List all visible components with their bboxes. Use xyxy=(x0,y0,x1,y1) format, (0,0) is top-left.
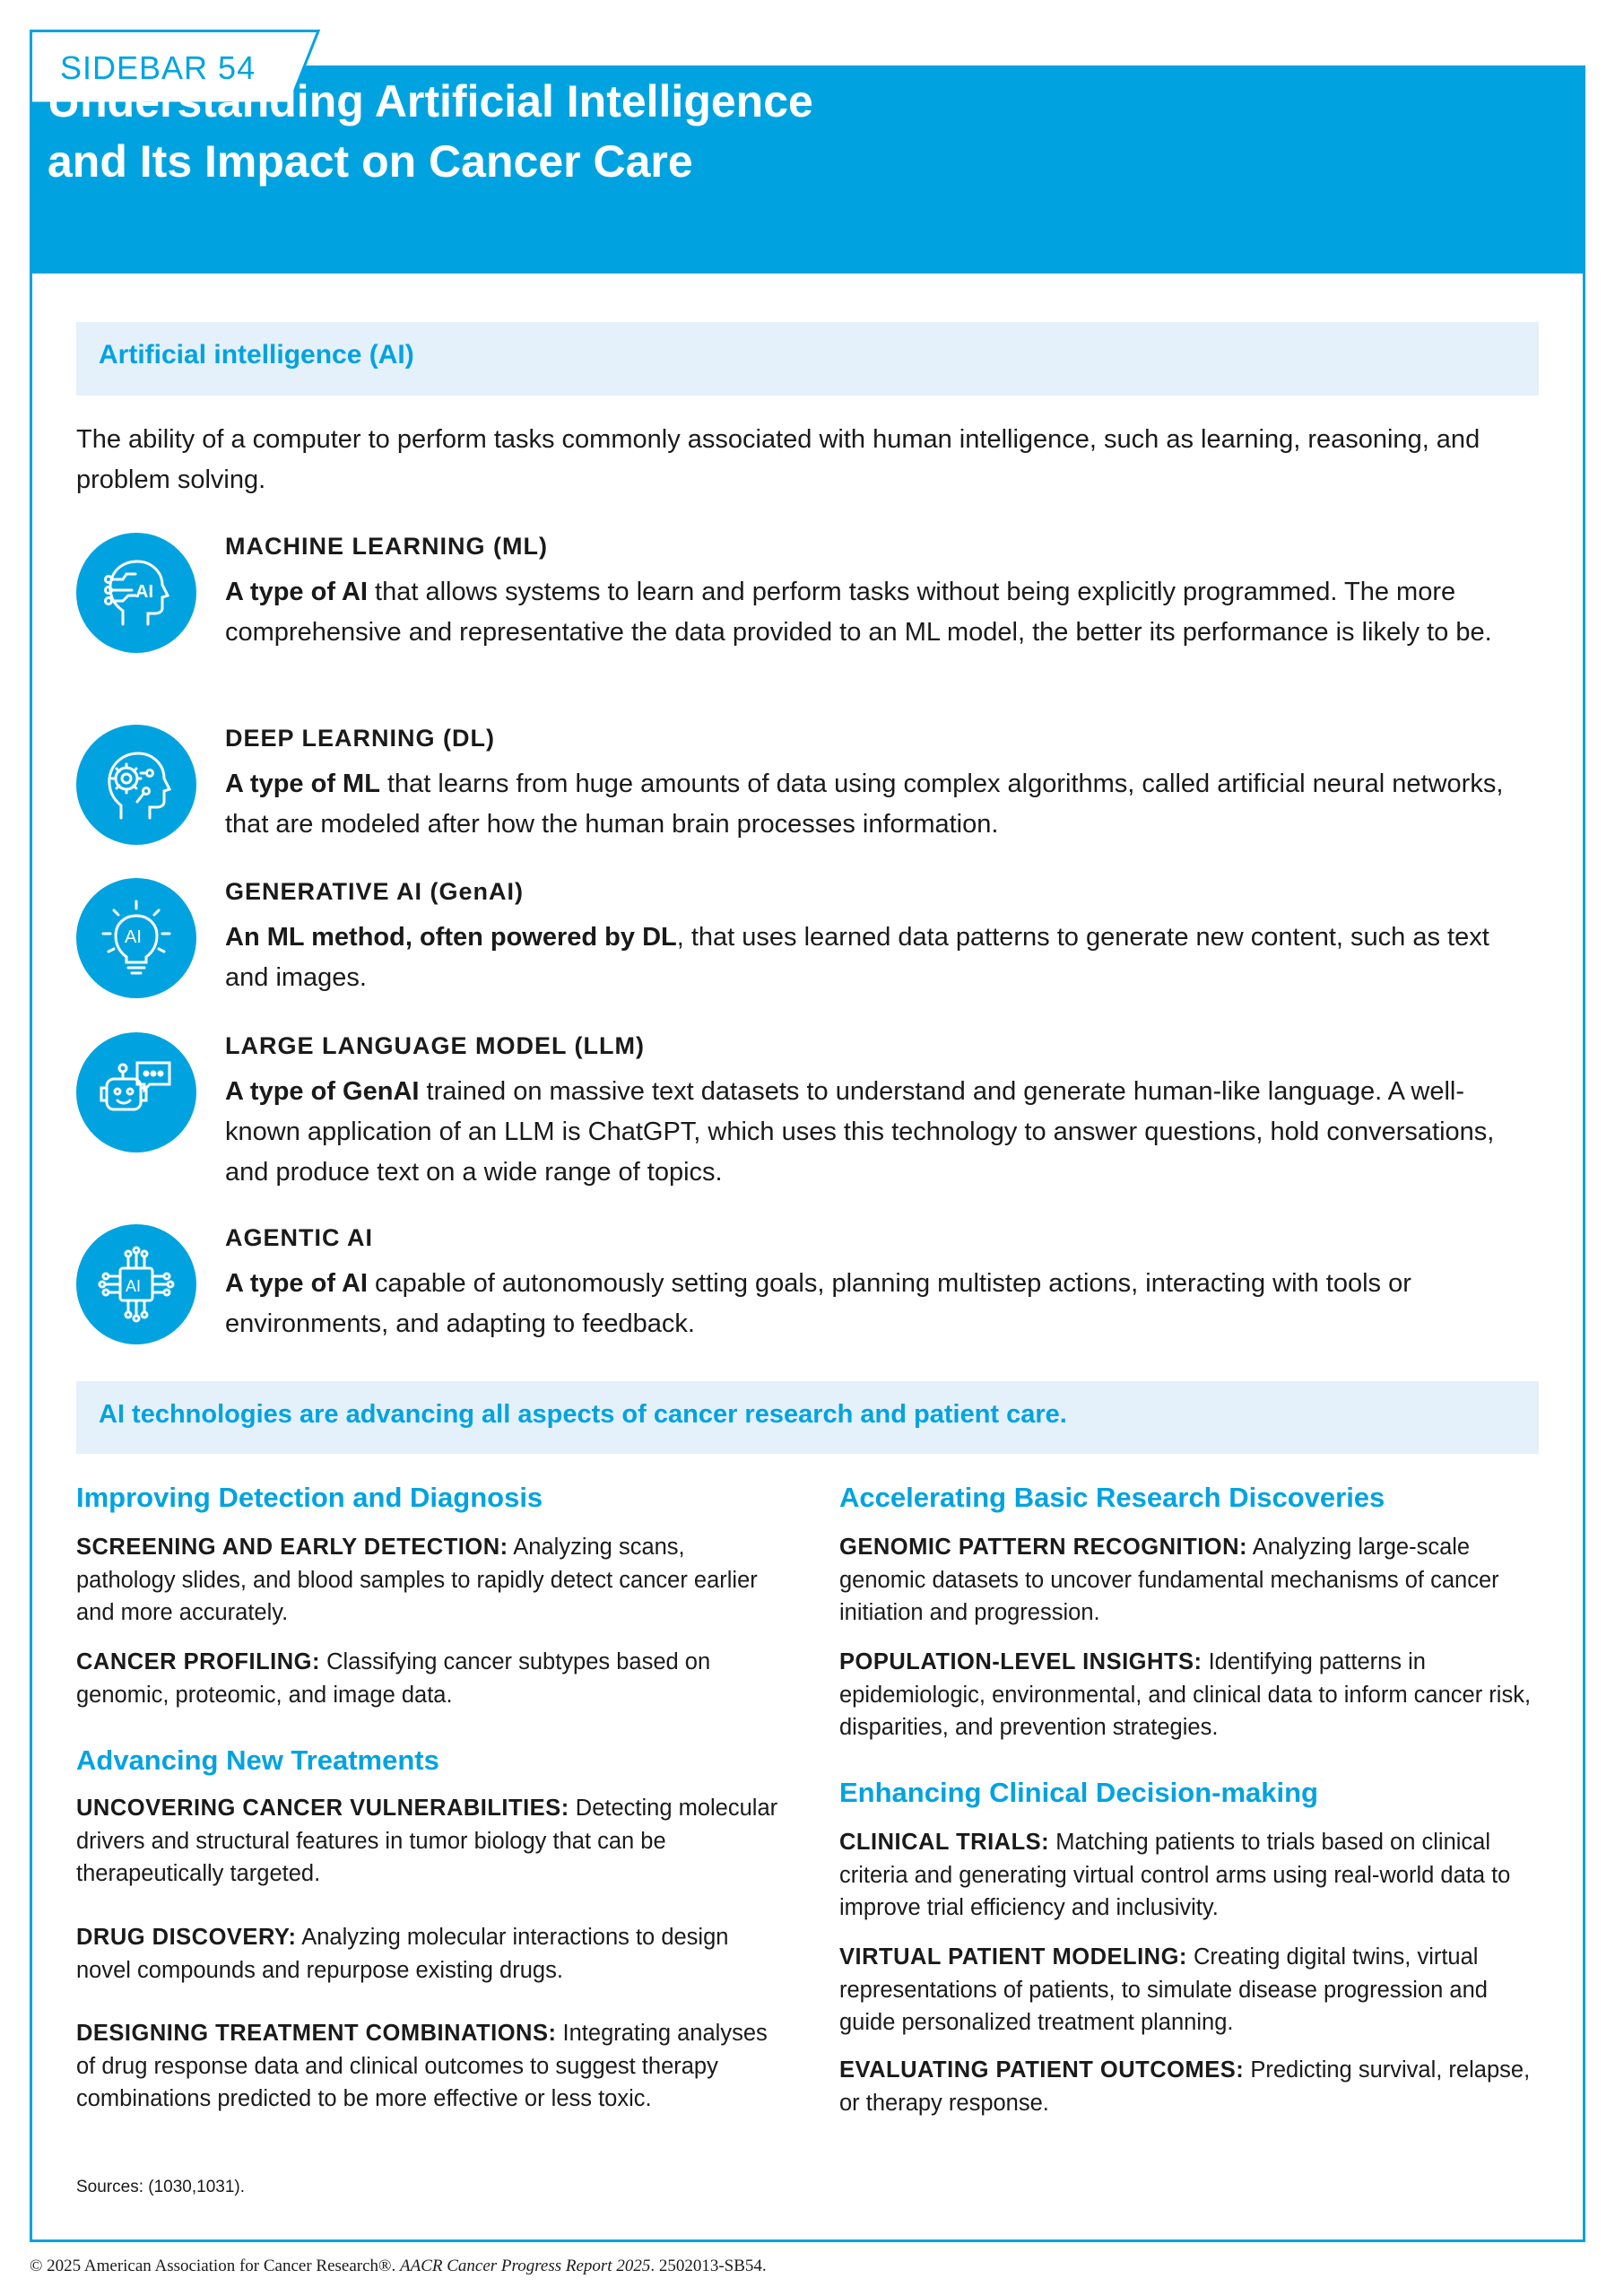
item-key: EVALUATING PATIENT OUTCOMES: xyxy=(839,2057,1245,2083)
list-item xyxy=(76,1792,785,1891)
ai-heading-band xyxy=(76,322,1539,396)
term-title: DEEP LEARNING (DL) xyxy=(225,725,496,752)
head-gear-icon xyxy=(76,725,196,845)
item-text: Classifying cancer subtypes based on genomic, proteomic, and image data. xyxy=(76,1649,711,1708)
item-key: DRUG DISCOVERY: xyxy=(76,1925,297,1950)
term-lead: A type of AI xyxy=(225,578,368,606)
title-line-1: Understanding Artificial Intelligence xyxy=(48,76,813,126)
term-text: , that uses learned data patterns to generate new content, such as text and images. xyxy=(225,923,1489,992)
term-text: trained on massive text datasets to understand and generate human-like language. A well-known application of an LLM is ChatGPT, which uses this technology to answer questions, hold conversations, and produce text on a wide range of topics. xyxy=(225,1077,1495,1187)
term-agentic-ai xyxy=(76,1224,1547,1404)
term-machine-learning xyxy=(76,533,1547,712)
term-deep-learning xyxy=(76,725,1547,904)
item-key: SCREENING AND EARLY DETECTION: xyxy=(76,1535,508,1560)
sources-note: Sources: (1030,1031). xyxy=(76,2178,246,2196)
svg-text:AI: AI xyxy=(135,582,153,602)
list-item xyxy=(76,1646,785,1711)
section-heading-clinical: Enhancing Clinical Decision-making xyxy=(839,1777,1318,1808)
item-text: Integrating analyses of drug response data and clinical outcomes to suggest therapy combinations predicted to be more effective or less toxic. xyxy=(76,2021,768,2111)
list-item xyxy=(76,1531,785,1630)
term-generative-ai xyxy=(76,878,1547,1057)
svg-text:AI: AI xyxy=(125,927,142,947)
page-title xyxy=(48,72,1303,192)
term-text: that learns from huge amounts of data using complex algorithms, called artificial neural networks, that are modeled after how the human brain processes information. xyxy=(225,770,1504,839)
ai-heading: Artificial intelligence (AI) xyxy=(99,340,414,370)
term-description xyxy=(225,764,1534,845)
term-title: MACHINE LEARNING (ML) xyxy=(225,533,548,560)
term-lead: An ML method, often powered by DL xyxy=(225,923,677,952)
list-item xyxy=(839,2054,1548,2119)
list-item xyxy=(76,1921,785,1987)
ai-head-circuit-icon xyxy=(76,533,196,653)
term-description xyxy=(225,918,1534,998)
item-text: Analyzing scans, pathology slides, and blood samples to rapidly detect cancer earlier and more accurately. xyxy=(76,1535,758,1625)
impact-band xyxy=(76,1381,1539,1454)
item-key: GENOMIC PATTERN RECOGNITION: xyxy=(839,1535,1248,1560)
section-heading-basic-research: Accelerating Basic Research Discoveries xyxy=(839,1482,1385,1513)
robot-chat-icon xyxy=(76,1032,196,1152)
term-description xyxy=(225,1264,1534,1344)
term-text: that allows systems to learn and perform tasks without being explicitly programmed. The more comprehensive and representative the data provided to an ML model, the better its performance is likely to be. xyxy=(225,578,1492,647)
list-item xyxy=(839,1531,1548,1630)
footer-suffix: . 2502013-SB54. xyxy=(650,2257,767,2275)
term-text: capable of autonomously setting goals, planning multistep actions, interacting with tools or environments, and adapting to feedback. xyxy=(225,1269,1411,1338)
copyright-footer xyxy=(30,2257,767,2276)
ai-chip-icon xyxy=(76,1224,196,1344)
footer-prefix: © 2025 American Association for Cancer Research®. xyxy=(30,2257,400,2275)
item-key: VIRTUAL PATIENT MODELING: xyxy=(839,1944,1187,1970)
term-lead: A type of AI xyxy=(225,1269,368,1298)
footer-report-title: AACR Cancer Progress Report 2025 xyxy=(399,2257,651,2275)
term-lead: A type of GenAI xyxy=(225,1077,420,1106)
ai-definition: The ability of a computer to perform tasks commonly associated with human intelligence, such as learning, reasoning, and problem solving. xyxy=(76,425,1480,494)
title-line-2: and Its Impact on Cancer Care xyxy=(48,136,693,187)
section-heading-detection: Improving Detection and Diagnosis xyxy=(76,1482,543,1513)
term-lead: A type of ML xyxy=(225,770,380,798)
item-key: CANCER PROFILING: xyxy=(76,1649,320,1674)
item-key: DESIGNING TREATMENT COMBINATIONS: xyxy=(76,2021,557,2046)
item-key: UNCOVERING CANCER VULNERABILITIES: xyxy=(76,1796,569,1821)
impact-heading: AI technologies are advancing all aspects of cancer research and patient care. xyxy=(99,1400,1067,1429)
list-item xyxy=(76,2017,785,2116)
sidebar-number: SIDEBAR 54 xyxy=(60,49,256,86)
list-item xyxy=(839,1826,1548,1925)
term-large-language-model xyxy=(76,1032,1547,1212)
item-text: Matching patients to trials based on clinical criteria and generating virtual control arms using real-world data to improve trial efficiency and inclusivity. xyxy=(839,1830,1511,1920)
item-text: Identifying patterns in epidemiologic, environmental, and clinical data to inform cancer risk, disparities, and prevention strategies. xyxy=(839,1649,1532,1740)
term-description xyxy=(225,572,1534,653)
term-description xyxy=(225,1072,1534,1193)
item-key: POPULATION-LEVEL INSIGHTS: xyxy=(839,1649,1203,1674)
term-title: LARGE LANGUAGE MODEL (LLM) xyxy=(225,1032,645,1059)
ai-lightbulb-icon xyxy=(76,878,196,998)
item-text: Predicting survival, relapse, or therapy response. xyxy=(839,2057,1531,2116)
section-heading-treatments: Advancing New Treatments xyxy=(76,1744,439,1776)
svg-text:AI: AI xyxy=(126,1277,142,1295)
item-key: CLINICAL TRIALS: xyxy=(839,1830,1050,1855)
item-text: Analyzing large-scale genomic datasets to uncover fundamental mechanisms of cancer initiation and progression. xyxy=(839,1535,1499,1625)
term-title: AGENTIC AI xyxy=(225,1224,373,1251)
list-item xyxy=(839,1941,1548,2039)
item-text: Creating digital twins, virtual representations of patients, to simulate disease progression and guide personalized treatment planning. xyxy=(839,1944,1488,2035)
list-item xyxy=(839,1646,1548,1744)
item-text: Analyzing molecular interactions to design novel compounds and repurpose existing drugs. xyxy=(76,1925,729,1983)
term-title: GENERATIVE AI (GenAI) xyxy=(225,878,525,905)
item-text: Detecting molecular drivers and structural features in tumor biology that can be therapeutically targeted. xyxy=(76,1796,778,1886)
